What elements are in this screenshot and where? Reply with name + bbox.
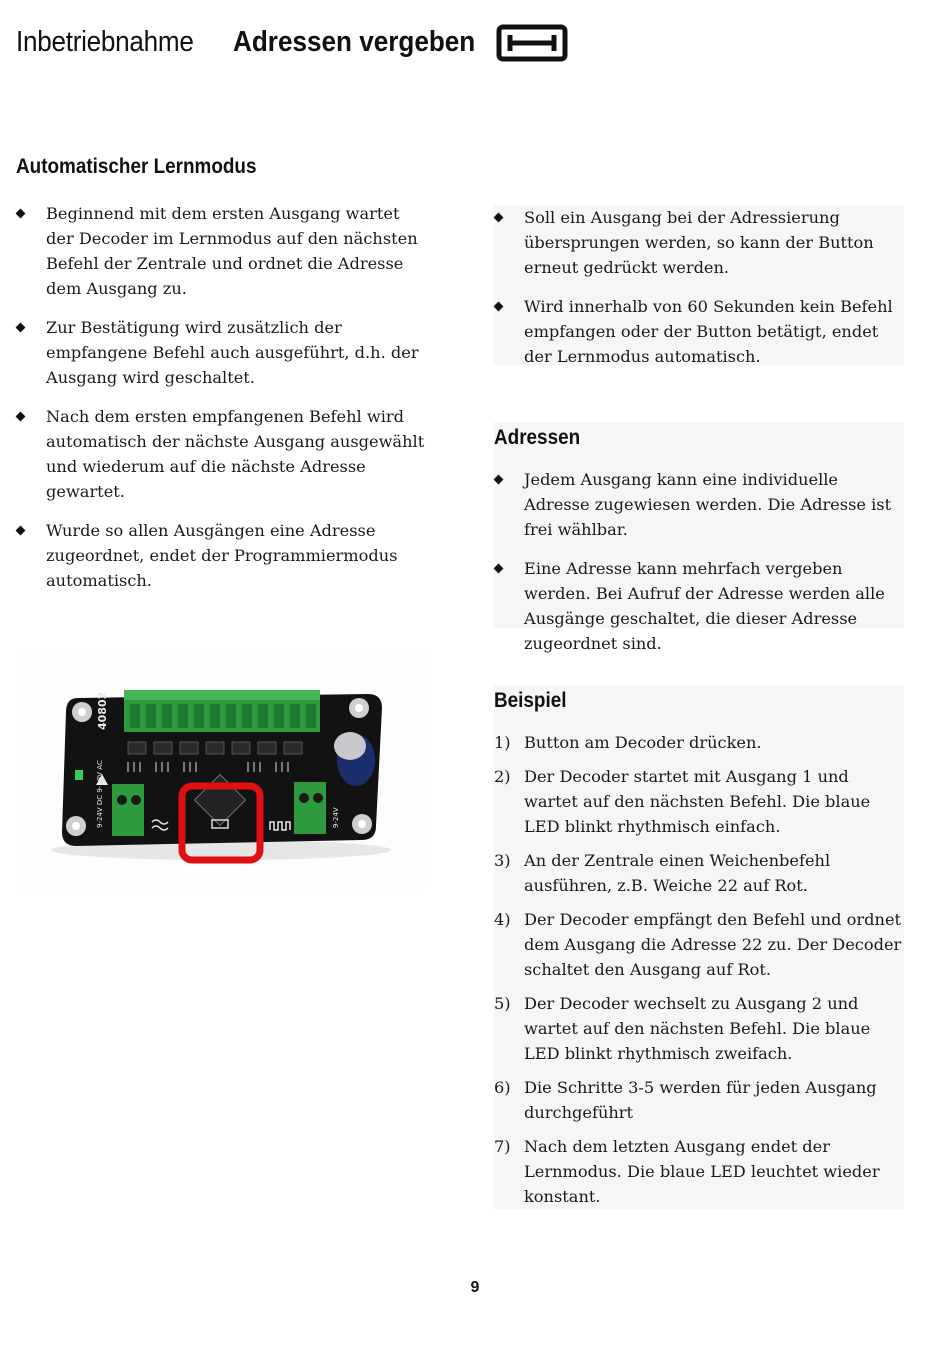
- decoder-board-photo: [16, 650, 426, 890]
- right-terminal-label: 9-24V: [332, 807, 340, 828]
- learning-mode-section: [16, 155, 426, 607]
- learning-mode-heading: Automatischer Lernmodus: [16, 155, 257, 178]
- list-item: Eine Adresse kann mehrfach vergeben werden. Bei Aufruf der Adresse werden alle Ausgänge geschaltet, die dieser Adresse zugeordnet sind.: [494, 556, 904, 656]
- addresses-heading: Adressen: [494, 426, 581, 449]
- list-item: Beginnend mit dem ersten Ausgang wartet der Decoder im Lernmodus auf den nächsten Befehl der Zentrale und ordnet die Adresse dem Ausgang zu.: [16, 201, 426, 301]
- page-title: Adressen vergeben: [233, 26, 476, 58]
- board-label: 40802: [96, 691, 109, 730]
- bullet-icon: [16, 323, 26, 333]
- list-item: Wird innerhalb von 60 Sekunden kein Befehl empfangen oder der Button betätigt, endet der Lernmodus automatisch.: [494, 294, 904, 369]
- bullet-icon: [16, 412, 26, 422]
- list-item: 6) Die Schritte 3-5 werden für jeden Ausgang durchgeführt: [494, 1078, 877, 1122]
- example-section: [494, 685, 904, 1209]
- addresses-list: [494, 467, 904, 656]
- list-item: Wurde so allen Ausgängen eine Adresse zugeordnet, endet der Programmiermodus automatisch.: [16, 518, 426, 593]
- skip-timeout-section: [494, 205, 904, 365]
- addresses-section: [494, 422, 904, 653]
- list-item: Zur Bestätigung wird zusätzlich der empfangene Befehl auch ausgeführt, d.h. der Ausgang wird geschaltet.: [16, 315, 426, 390]
- example-heading: Beispiel: [494, 689, 567, 712]
- button-icon: [496, 24, 568, 62]
- list-item: 4) Der Decoder empfängt den Befehl und ordnet dem Ausgang die Adresse 22 zu. Der Decoder schaltet den Ausgang auf Rot.: [494, 910, 902, 979]
- list-item: 7) Nach dem letzten Ausgang endet der Lernmodus. Die blaue LED leuchtet wieder konstant.: [494, 1137, 880, 1206]
- list-item: Soll ein Ausgang bei der Adressierung übersprungen werden, so kann der Button erneut gedrückt werden.: [494, 205, 904, 280]
- bullet-icon: [16, 209, 26, 219]
- list-item: 5) Der Decoder wechselt zu Ausgang 2 und wartet auf den nächsten Befehl. Die blaue LED blinkt rhythmisch zweifach.: [494, 994, 871, 1063]
- skip-timeout-list: [494, 205, 904, 369]
- bullet-icon: [494, 302, 504, 312]
- bullet-icon: [494, 213, 504, 223]
- example-steps: [494, 730, 904, 1209]
- list-item: 1) Button am Decoder drücken.: [494, 733, 762, 752]
- bullet-icon: [494, 475, 504, 485]
- page-number: 9: [470, 1279, 480, 1296]
- bullet-icon: [494, 564, 504, 574]
- decoder-board-illustration: [16, 650, 426, 890]
- left-terminal-label: 9-24V DC 9-18V AC: [96, 760, 104, 828]
- list-item: 3) An der Zentrale einen Weichenbefehl ausführen, z.B. Weiche 22 auf Rot.: [494, 851, 831, 895]
- list-item: 2) Der Decoder startet mit Ausgang 1 und wartet auf den nächsten Befehl. Die blaue LED blinkt rhythmisch einfach.: [494, 767, 871, 836]
- section-title: Inbetriebnahme: [16, 26, 194, 58]
- list-item: Nach dem ersten empfangenen Befehl wird automatisch der nächste Ausgang ausgewählt und wiederum auf die nächste Adresse gewartet.: [16, 404, 426, 504]
- list-item: Jedem Ausgang kann eine individuelle Adresse zugewiesen werden. Die Adresse ist frei wählbar.: [494, 467, 904, 542]
- learning-mode-list: [16, 201, 426, 593]
- bullet-icon: [16, 526, 26, 536]
